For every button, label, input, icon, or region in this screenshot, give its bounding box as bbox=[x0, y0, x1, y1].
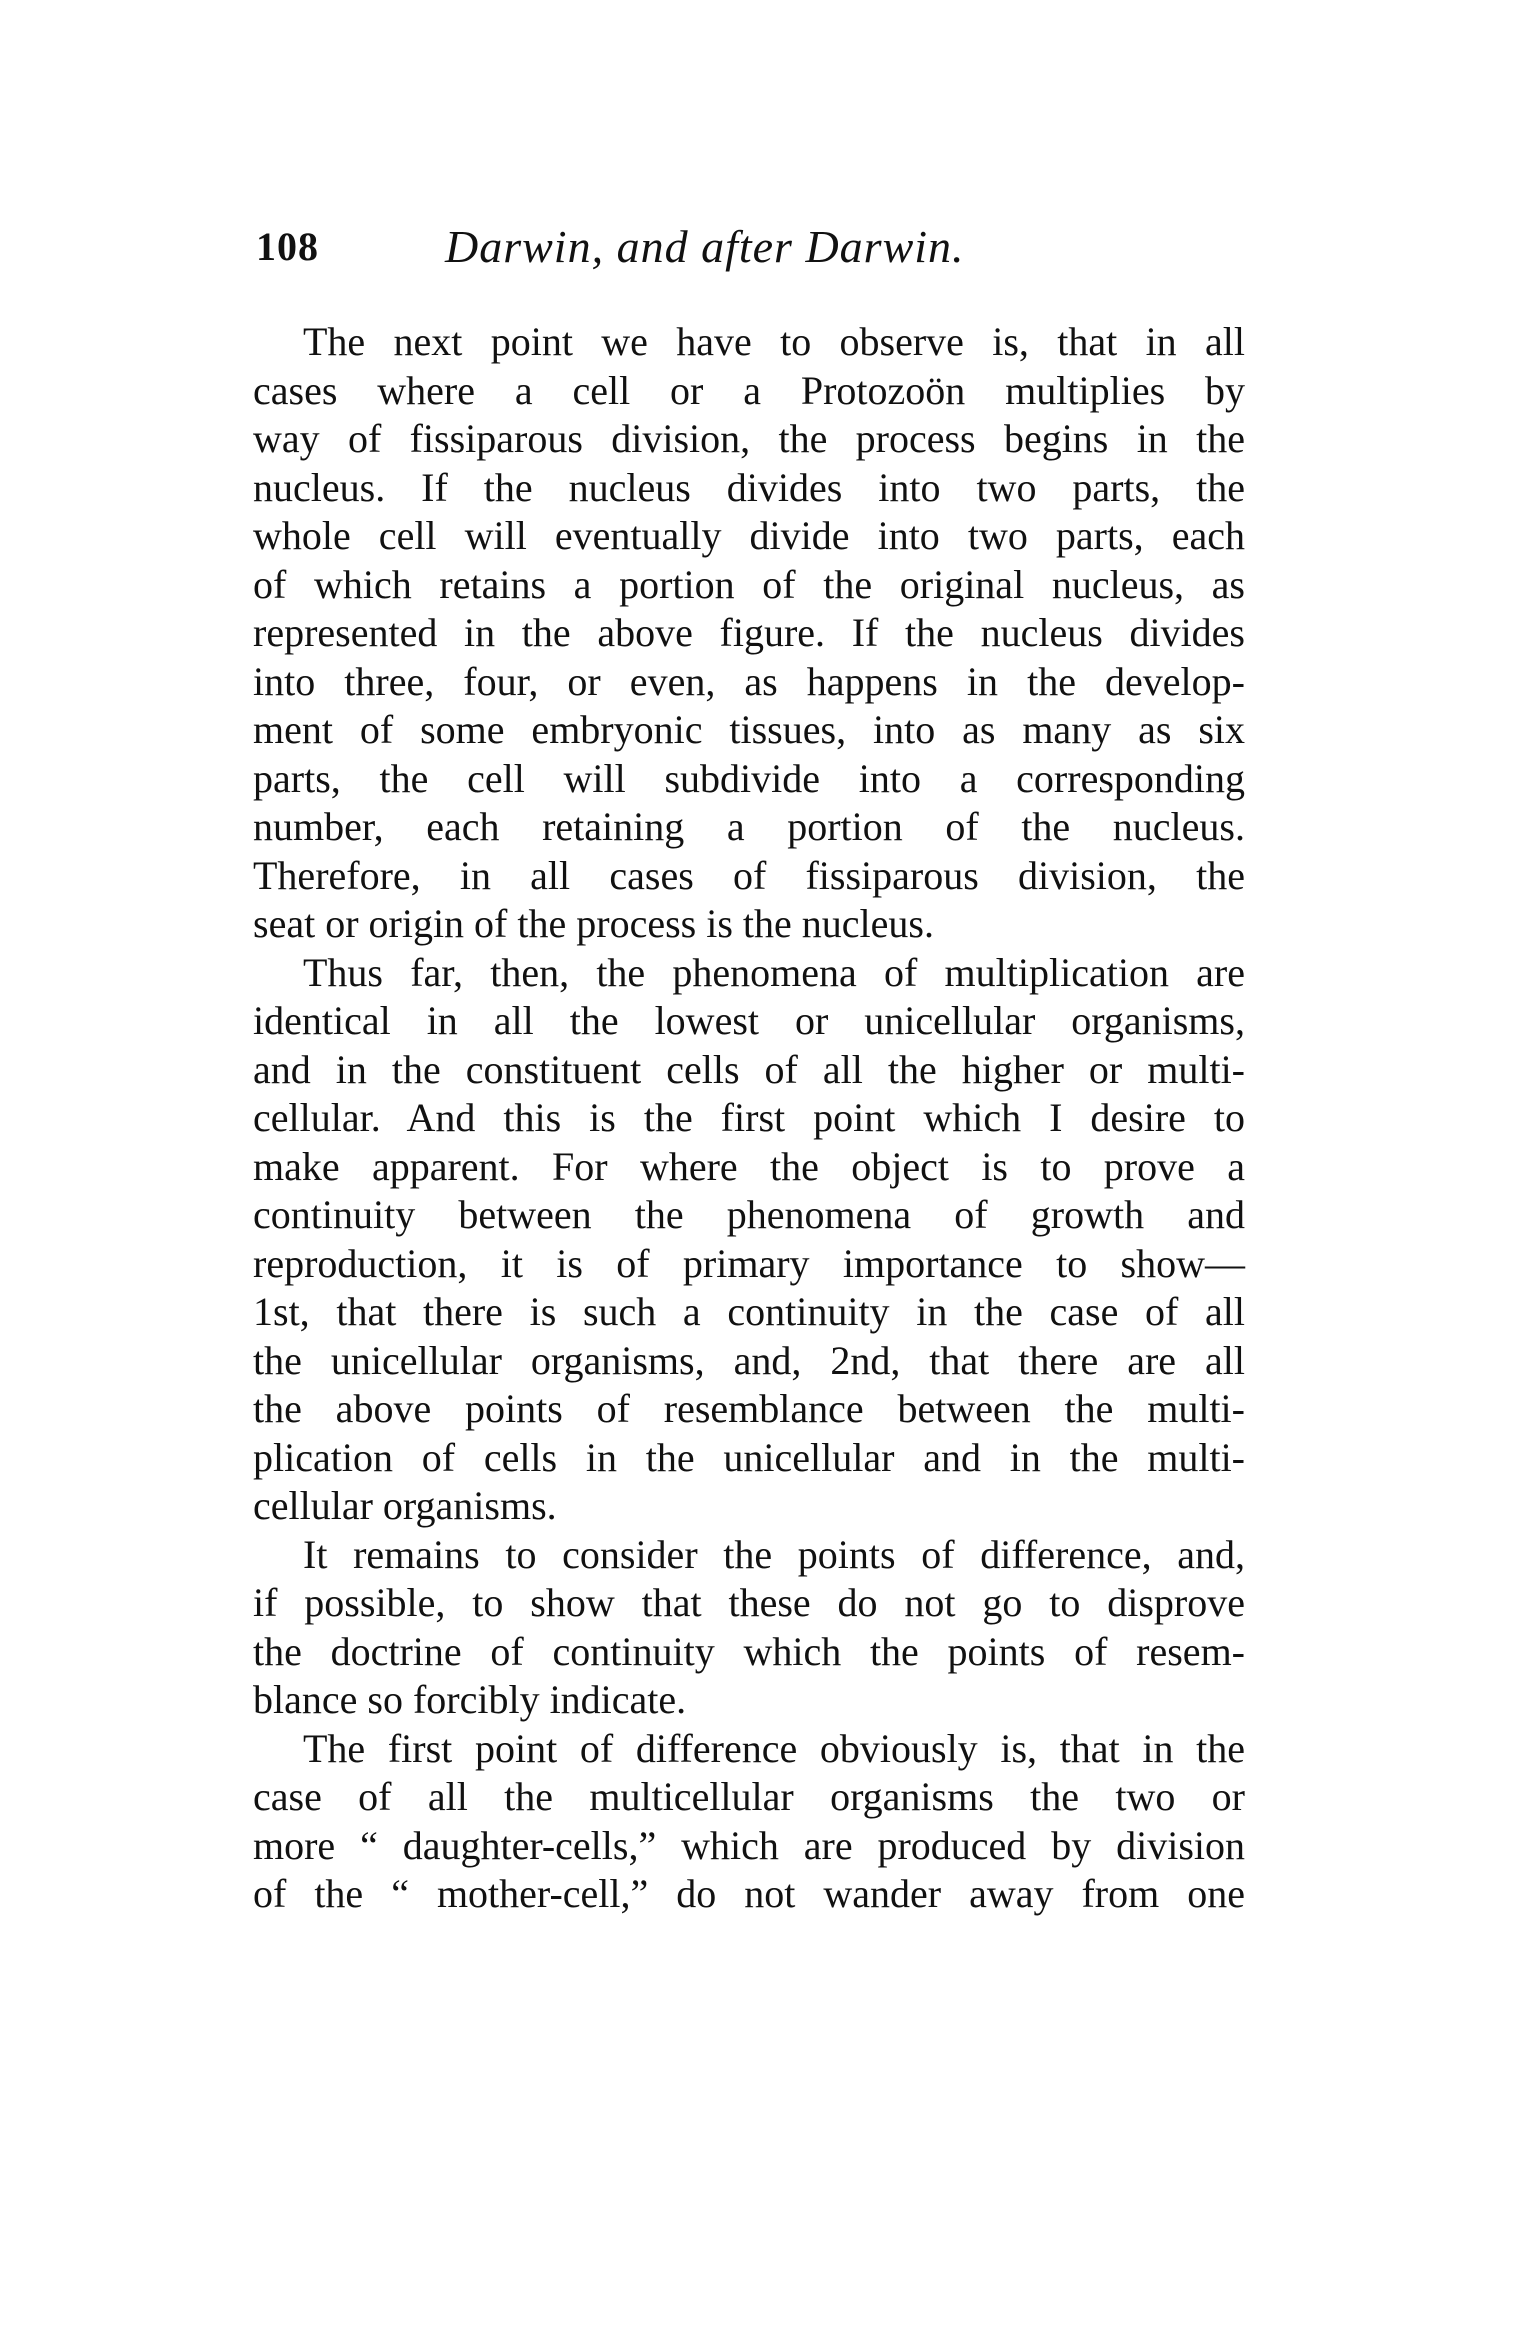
paragraph bbox=[253, 949, 1245, 1531]
text-line: identical in all the lowest or unicellular organisms, bbox=[253, 998, 1245, 1043]
text-line: cases where a cell or a Protozoön multiplies by bbox=[253, 367, 1245, 413]
text-line: Therefore, in all cases of fissiparous division, the bbox=[253, 852, 1245, 898]
text-line: of the “ mother-cell,” do not wander away from one bbox=[253, 1871, 1245, 1916]
text-line: represented in the above figure. If the nucleus divides bbox=[253, 610, 1245, 655]
text-line: The next point we have to observe is, that in all bbox=[303, 319, 1245, 364]
text-line: the above points of resemblance between the multi- bbox=[253, 1386, 1245, 1431]
text-line: parts, the cell will subdivide into a corresponding bbox=[253, 755, 1245, 801]
page-number: 108 bbox=[256, 224, 319, 269]
text-line: blance so forcibly indicate. bbox=[253, 1677, 687, 1722]
text-line: cellular. And this is the first point which I desire to bbox=[253, 1095, 1245, 1140]
text-line: way of fissiparous division, the process begins in the bbox=[253, 416, 1245, 461]
text-line: case of all the multicellular organisms the two or bbox=[253, 1774, 1245, 1819]
text-line: 1st, that there is such a continuity in the case of all bbox=[253, 1289, 1245, 1334]
text-line: The first point of difference obviously is, that in the bbox=[303, 1725, 1245, 1771]
text-line: reproduction, it is of primary importance to show— bbox=[253, 1240, 1245, 1286]
text-line: of which retains a portion of the original nucleus, as bbox=[253, 561, 1245, 607]
text-line: seat or origin of the process is the nucleus. bbox=[253, 901, 934, 946]
text-line: whole cell will eventually divide into two parts, each bbox=[253, 513, 1245, 558]
text-line: the unicellular organisms, and, 2nd, that there are all bbox=[253, 1337, 1245, 1383]
running-head bbox=[256, 222, 1246, 272]
running-title: Darwin, and after Darwin. bbox=[445, 221, 965, 272]
text-line: Thus far, then, the phenomena of multiplication are bbox=[303, 949, 1245, 995]
paragraph bbox=[253, 1531, 1245, 1725]
text-line: cellular organisms. bbox=[253, 1483, 557, 1528]
text-line: number, each retaining a portion of the nucleus. bbox=[253, 804, 1245, 849]
paragraph bbox=[253, 1725, 1245, 1919]
text-line: continuity between the phenomena of growth and bbox=[253, 1192, 1245, 1237]
text-line: ment of some embryonic tissues, into as many as six bbox=[253, 707, 1245, 752]
text-line: plication of cells in the unicellular and in the multi- bbox=[253, 1434, 1245, 1480]
text-line: and in the constituent cells of all the higher or multi- bbox=[253, 1046, 1245, 1092]
body-text bbox=[253, 318, 1245, 1919]
text-line: It remains to consider the points of difference, and, bbox=[303, 1531, 1245, 1577]
text-line: the doctrine of continuity which the points of resem- bbox=[253, 1628, 1245, 1674]
text-line: into three, four, or even, as happens in the develop- bbox=[253, 658, 1245, 704]
text-line: nucleus. If the nucleus divides into two parts, the bbox=[253, 464, 1245, 510]
text-line: if possible, to show that these do not go to disprove bbox=[253, 1580, 1245, 1625]
text-line: more “ daughter-cells,” which are produced by division bbox=[253, 1822, 1245, 1868]
paragraph bbox=[253, 318, 1245, 949]
text-line: make apparent. For where the object is to prove a bbox=[253, 1143, 1245, 1189]
